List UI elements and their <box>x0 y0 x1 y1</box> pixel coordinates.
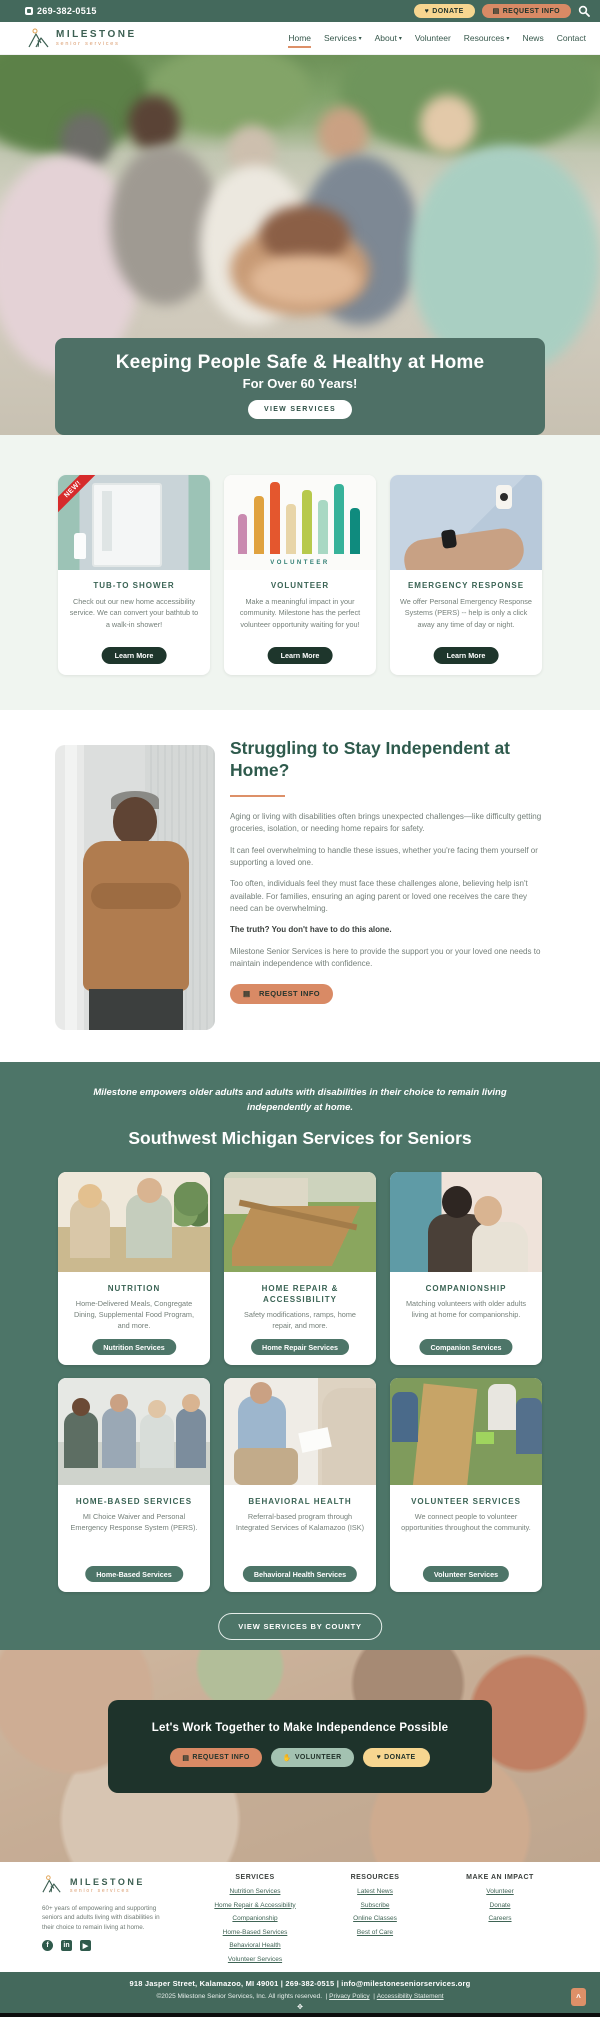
card-desc: Matching volunteers with older adults living at home for companionship. <box>405 1299 527 1320</box>
footer-link-companionship[interactable]: Companionship <box>232 1915 278 1922</box>
top-bar <box>0 0 600 22</box>
hand-icon: ✋ <box>282 1754 292 1762</box>
request-info-button[interactable] <box>482 4 571 18</box>
footer-link-online-classes[interactable]: Online Classes <box>353 1915 397 1922</box>
companionship-photo <box>390 1172 542 1272</box>
footer-link-best-of-care[interactable]: Best of Care <box>356 1928 394 1936</box>
footer-link-careers[interactable]: Careers <box>488 1915 512 1922</box>
services-section <box>0 1062 600 1650</box>
card-desc: We connect people to volunteer opportunities throughout the community. <box>401 1512 531 1533</box>
view-services-button[interactable]: VIEW SERVICES <box>248 400 352 419</box>
hero-section <box>0 55 600 435</box>
footer-logo[interactable] <box>42 1874 172 1896</box>
footer-link-latest-news[interactable]: Latest News <box>357 1888 393 1895</box>
accessibility-statement-link[interactable]: Accessibility Statement <box>376 1993 444 2000</box>
footer-link-volunteer[interactable]: Volunteer <box>486 1888 514 1895</box>
feature-cards-section <box>0 435 600 710</box>
footer-link-volunteer-services[interactable]: Volunteer Services <box>227 1955 283 1963</box>
card-tub-to-shower <box>58 475 210 675</box>
card-title: COMPANIONSHIP <box>425 1284 507 1293</box>
card-volunteer <box>224 475 376 675</box>
card-desc: Make a meaningful impact in your community. Milestone has the perfect volunteer opportunity waiting for you! <box>239 597 361 629</box>
main-nav <box>288 33 586 43</box>
paragraph-emphasis: The truth? You don't have to do this alone. <box>230 925 392 935</box>
brand-tagline: senior services <box>70 1887 131 1894</box>
card-title: NUTRITION <box>107 1284 161 1293</box>
cta-box <box>108 1700 492 1793</box>
volunteer-caption: VOLUNTEER <box>270 560 330 566</box>
brand-name: MILESTONE <box>56 29 137 40</box>
footer-link-home-based[interactable]: Home-Based Services <box>222 1928 288 1936</box>
site-header <box>0 22 600 55</box>
chevron-down-icon: ▾ <box>506 35 510 42</box>
card-title: VOLUNTEER SERVICES <box>411 1497 521 1506</box>
view-services-by-county-button[interactable]: VIEW SERVICES BY COUNTY <box>218 1613 382 1640</box>
paragraph: Too often, individuals feel they must face these challenges alone, believing help isn't available. For families, ensuring an aging parent or loved one receives the care they need can be overwhelming. <box>230 879 528 914</box>
donate-label: DONATE <box>432 7 464 15</box>
card-title: HOME-BASED SERVICES <box>75 1497 193 1506</box>
nav-contact[interactable]: Contact <box>556 33 586 43</box>
footer-heading-services: SERVICES <box>235 1874 275 1881</box>
phone-label: 269-382-0515 <box>37 6 97 16</box>
logo[interactable] <box>28 27 137 49</box>
linkedin-icon[interactable]: in <box>61 1940 72 1951</box>
youtube-icon[interactable]: ▶ <box>80 1940 91 1951</box>
request-info-label: REQUEST INFO <box>502 7 560 15</box>
search-icon[interactable] <box>578 5 590 17</box>
independence-section <box>0 710 600 1062</box>
mountain-sun-icon <box>28 27 50 49</box>
mountain-sun-icon <box>42 1874 64 1896</box>
cta-volunteer-button[interactable]: ✋ VOLUNTEER <box>271 1748 354 1767</box>
home-based-services-button[interactable]: Home-Based Services <box>85 1566 183 1582</box>
footer-link-home-repair[interactable]: Home Repair & Accessibility <box>214 1901 296 1909</box>
hero-title: Keeping People Safe & Healthy at Home <box>115 352 485 373</box>
card-title: BEHAVIORAL HEALTH <box>248 1497 352 1506</box>
cta-donate-button[interactable]: ♥ DONATE <box>363 1748 430 1767</box>
new-badge: NEW! <box>58 475 99 515</box>
companion-services-button[interactable]: Companion Services <box>419 1339 512 1355</box>
accent-divider <box>230 795 285 797</box>
chevron-down-icon: ▾ <box>398 35 402 42</box>
footer-link-behavioral[interactable]: Behavioral Health <box>229 1942 281 1949</box>
nav-services[interactable]: Services ▾ <box>324 33 362 43</box>
paragraph: It can feel overwhelming to handle these issues, whether you're facing them yourself or supporting a loved one. <box>230 845 538 867</box>
nav-volunteer[interactable]: Volunteer <box>414 33 451 43</box>
footer-heading-resources: RESOURCES <box>350 1874 400 1881</box>
footer <box>0 1862 600 1972</box>
home-repair-services-button[interactable]: Home Repair Services <box>251 1339 349 1355</box>
card-behavioral-health <box>224 1378 376 1592</box>
cta-request-info-button[interactable]: ▤ REQUEST INFO <box>170 1748 261 1767</box>
address-line: 918 Jasper Street, Kalamazoo, MI 49001 | 269-382-0515 | info@milestoneseniorservices.org <box>129 1979 471 1988</box>
footer-heading-impact: MAKE AN IMPACT <box>466 1874 534 1881</box>
learn-more-button[interactable]: Learn More <box>268 647 333 664</box>
card-desc: MI Choice Waiver and Personal Emergency Response System (PERS). <box>70 1512 198 1533</box>
donate-button[interactable] <box>414 4 475 18</box>
section-heading: Struggling to Stay Independent at Home? <box>230 738 510 780</box>
copyright-line: ©2025 Milestone Senior Services, Inc. All rights reserved. | Privacy Policy | Accessibility Statement <box>156 1993 444 2000</box>
card-home-repair <box>224 1172 376 1365</box>
hero-banner <box>55 338 545 435</box>
accessibility-icon[interactable]: ✥ <box>297 2004 303 2011</box>
card-title: HOME REPAIR & ACCESSIBILITY <box>261 1284 339 1305</box>
card-title: VOLUNTEER <box>270 581 330 590</box>
card-title: EMERGENCY RESPONSE <box>407 581 525 590</box>
form-icon: ▤ <box>182 1754 190 1762</box>
footer-link-donate[interactable]: Donate <box>489 1901 511 1909</box>
nav-about[interactable]: About ▾ <box>374 33 402 43</box>
nav-news[interactable]: News <box>522 33 544 43</box>
card-desc: Check out our new home accessibility service. We can convert your bathtub to a walk-in shower! <box>69 597 199 629</box>
footer-about-text: 60+ years of empowering and supporting seniors and adults living with disabilities in their choice to remain living at home. <box>42 1905 160 1931</box>
learn-more-button[interactable]: Learn More <box>434 647 499 664</box>
card-title: TUB-TO SHOWER <box>93 581 175 590</box>
behavioral-health-photo <box>224 1378 376 1485</box>
nav-resources[interactable]: Resources ▾ <box>463 33 510 43</box>
footer-link-nutrition[interactable]: Nutrition Services <box>229 1888 281 1895</box>
bottom-bar <box>0 1972 600 2013</box>
bottom-edge <box>0 2013 600 2017</box>
phone-icon <box>25 7 33 15</box>
brand-name: MILESTONE <box>70 1876 145 1887</box>
behavioral-health-services-button[interactable]: Behavioral Health Services <box>243 1566 357 1582</box>
brand-tagline: senior services <box>56 41 120 47</box>
home-based-photo <box>58 1378 210 1485</box>
senior-man-photo <box>55 745 215 1030</box>
nutrition-services-button[interactable]: Nutrition Services <box>92 1339 176 1355</box>
learn-more-button[interactable]: Learn More <box>102 647 167 664</box>
hero-subtitle: For Over 60 Years! <box>242 376 358 391</box>
paragraph: Milestone Senior Services is here to provide the support you or your loved one needs to maintain independence with confidence. <box>230 946 541 969</box>
services-heading: Southwest Michigan Services for Seniors <box>128 1128 472 1149</box>
card-desc: Referral-based program through Integrated Services of Kalamazoo (ISK) <box>235 1512 365 1533</box>
chevron-down-icon: ▾ <box>358 35 362 42</box>
request-info-button[interactable]: ▤ REQUEST INFO <box>230 984 333 1004</box>
nutrition-photo <box>58 1172 210 1272</box>
nav-home[interactable]: Home <box>288 33 311 48</box>
volunteer-hands-graphic <box>224 475 376 570</box>
card-nutrition <box>58 1172 210 1365</box>
privacy-policy-link[interactable]: Privacy Policy <box>329 1993 370 2000</box>
card-desc: Safety modifications, ramps, home repair, and more. <box>244 1310 356 1331</box>
volunteer-build-photo <box>390 1378 542 1485</box>
mission-statement: Milestone empowers older adults and adults with disabilities in their choice to remain living independently at home. <box>93 1087 507 1113</box>
form-icon: ▤ <box>243 989 251 999</box>
ramp-photo <box>224 1172 376 1272</box>
form-icon: ▤ <box>492 8 500 15</box>
card-companionship <box>390 1172 542 1365</box>
volunteer-services-button[interactable]: Volunteer Services <box>423 1566 509 1582</box>
scroll-to-top-button[interactable]: ^ <box>571 1988 586 2006</box>
heart-icon: ♥ <box>424 7 430 15</box>
footer-link-subscribe[interactable]: Subscribe <box>360 1901 390 1909</box>
paragraph: Aging or living with disabilities often brings unexpected challenges—like difficulty getting groceries, isolation, or needing home repairs for safety. <box>230 811 542 834</box>
cta-title: Let's Work Together to Make Independence Possible <box>151 1722 449 1734</box>
facebook-icon[interactable]: f <box>42 1940 53 1951</box>
card-volunteer-services <box>390 1378 542 1592</box>
cta-section <box>0 1650 600 1862</box>
phone-number[interactable] <box>25 6 97 16</box>
pers-device-photo <box>390 475 542 570</box>
heart-icon: ♥ <box>376 1754 382 1761</box>
card-home-based <box>58 1378 210 1592</box>
card-emergency-response <box>390 475 542 675</box>
card-desc: We offer Personal Emergency Response Systems (PERS) -- help is only a click away any time of day or night. <box>400 597 532 629</box>
card-desc: Home-Delivered Meals, Congregate Dining, Supplemental Food Program, and more. <box>73 1299 195 1331</box>
